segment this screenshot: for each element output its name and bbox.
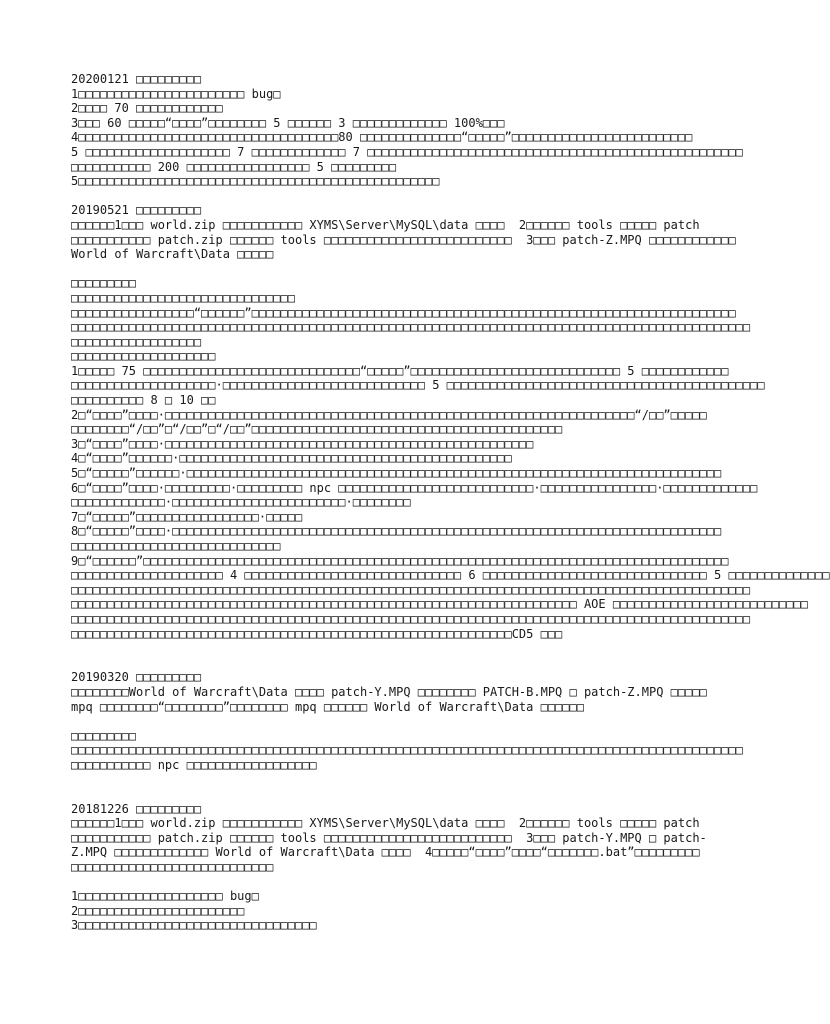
text-line: □□□□□□□□□□□ patch.zip □□□□□□ tools □□□□□□□□□□□□□□□□□□□□□□□□□□ 3□□□ patch-Z.MPQ □□□□□□□□□□□□ <box>71 232 736 247</box>
text-line: □□□□□□□□□□□□□□□□□□□□□□□□□□□□□□□□□□□□□□□□□□□□□□□□□□□□□□□□□□□□□□□□□□□□□□ AOE □□□□□□□□□□□□□□□□□□□□□□□□□□□ <box>71 597 808 612</box>
text-line: □□□□□□□□□□□□□·□□□□□□□□□□□□□□□□□□□□□□□□·□□□□□□□□ <box>71 495 411 510</box>
text-line: □□□□□□□□□□ 8 □ 10 □□ <box>71 393 216 408</box>
text-line: 2□□□□□□□□□□□□□□□□□□□□□□□ <box>71 903 245 918</box>
text-line: □□□□□□1□□□ world.zip □□□□□□□□□□□ XYMS\Server\MySQL\data □□□□ 2□□□□□□ tools □□□□□ patch <box>71 816 700 831</box>
text-line: Z.MPQ □□□□□□□□□□□□□ World of Warcraft\Data □□□□ 4□□□□□“□□□□”□□□□“□□□□□□□.bat”□□□□□□□□□ <box>71 845 700 860</box>
text-line: □□□□□□□□□□□□□□□□□□□□□□□□□□□□□ <box>71 539 281 553</box>
text-line: □□□□□□□□“/□□”□“/□□”□“/□□”□□□□□□□□□□□□□□□□□□□□□□□□□□□□□□□□□□□□□□□□□□□ <box>71 422 563 437</box>
text-line: 2□□□□ 70 □□□□□□□□□□□□ <box>71 101 223 116</box>
text-line: □□□□□□□□□□□□□□□□□□□□□□□□□□□□□□□□□□□□□□□□□□□□□□□□□□□□□□□□□□□□□□□□□□□□□□□□□□□□□□□□□□□□□□□□□□□□□□ <box>71 611 751 626</box>
text-line: □□□□□□□□□□□□□□□□□□□□·□□□□□□□□□□□□□□□□□□□□□□□□□□□□ 5 □□□□□□□□□□□□□□□□□□□□□□□□□□□□□□□□□□□□□□□□□□□□ <box>71 378 765 393</box>
changelog-section <box>71 670 743 772</box>
text-line: □□□□□□□□□□□□□□□□□□□□□□□□□□□□□□□□□□□□□□□□□□□□□□□□□□□□□□□□□□□□□□□□□□□□□□□□□□□□□□□□□□□□□□□□□□□□□□ <box>71 320 751 335</box>
text-line: □□□□□□□□□ <box>71 276 137 291</box>
text-line: □□□□□□□□□□□□□□□□□□□□□□□□□□□□ <box>71 860 274 875</box>
section-date: 20190320 □□□□□□□□□ <box>71 670 202 685</box>
text-line: 8□“□□□□□”□□□□·□□□□□□□□□□□□□□□□□□□□□□□□□□□□□□□□□□□□□□□□□□□□□□□□□□□□□□□□□□□□□□□□□□□□□□□□□□□□ <box>71 524 722 539</box>
section-date: 20190521 □□□□□□□□□ <box>71 203 202 218</box>
text-line: □□□□□□□□□□□□□□□□□□□□□□□□□□□□□□□□□□□□□□□□□□□□□□□□□□□□□□□□□□□□□CD5 □□□ <box>71 626 563 641</box>
text-line: □□□□□□□□□□□□□□□□□□□□□ 4 □□□□□□□□□□□□□□□□□□□□□□□□□□□□□□ 6 □□□□□□□□□□□□□□□□□□□□□□□□□□□□□□□ 5 □□□□□□□□□□□□□□ <box>71 568 830 583</box>
text-line: 3□“□□□□”□□□□·□□□□□□□□□□□□□□□□□□□□□□□□□□□□□□□□□□□□□□□□□□□□□□□□□□□ <box>71 436 534 451</box>
text-line: 1□□□□□□□□□□□□□□□□□□□□□□□ bug□ <box>71 86 281 101</box>
text-line: 6□“□□□□”□□□□·□□□□□□□□□·□□□□□□□□□ npc □□□□□□□□□□□□□□□□□□□□□□□□□□□·□□□□□□□□□□□□□□□□·□□□□□□□□□□□□□ <box>71 480 758 495</box>
text-line: □□□□□□□□□□□□□□□□□□□□□□□□□□□□□□□ <box>71 290 295 305</box>
text-line: World of Warcraft\Data □□□□□ <box>71 247 274 262</box>
document-body <box>71 72 830 933</box>
text-line: 3□□□ 60 □□□□□“□□□□”□□□□□□□□ 5 □□□□□□ 3 □□□□□□□□□□□□□ 100%□□□ <box>71 115 505 130</box>
changelog-section <box>71 801 707 933</box>
text-line: 3□□□□□□□□□□□□□□□□□□□□□□□□□□□□□□□□□ <box>71 918 317 933</box>
text-line: 5□□□□□□□□□□□□□□□□□□□□□□□□□□□□□□□□□□□□□□□□□□□□□□□□□□ <box>71 174 440 189</box>
text-line: 4□□□□□□□□□□□□□□□□□□□□□□□□□□□□□□□□□□□□80 □□□□□□□□□□□□□□“□□□□□”□□□□□□□□□□□□□□□□□□□□□□□□□ <box>71 130 693 145</box>
text-line: □□□□□□□□□□□ patch.zip □□□□□□ tools □□□□□□□□□□□□□□□□□□□□□□□□□□ 3□□□ patch-Y.MPQ □ patch- <box>71 830 707 845</box>
text-line: 5□“□□□□□”□□□□□□·□□□□□□□□□□□□□□□□□□□□□□□□□□□□□□□□□□□□□□□□□□□□□□□□□□□□□□□□□□□□□□□□□□□□□□□□□□ <box>71 466 722 481</box>
text-line: 7□“□□□□□”□□□□□□□□□□□□□□□□□·□□□□□ <box>71 509 303 524</box>
text-line: mpq □□□□□□□□“□□□□□□□□”□□□□□□□□ mpq □□□□□□ World of Warcraft\Data □□□□□□ <box>71 699 584 714</box>
text-line: □□□□□□□□□□□□□□□□□□□□□□□□□□□□□□□□□□□□□□□□□□□□□□□□□□□□□□□□□□□□□□□□□□□□□□□□□□□□□□□□□□□□□□□□□□□□□ <box>71 743 743 758</box>
text-line: 2□“□□□□”□□□□·□□□□□□□□□□□□□□□□□□□□□□□□□□□□□□□□□□□□□□□□□□□□□□□□□□□□□□□□□□□□□□□□□“/□□”□□□□□ <box>71 407 707 422</box>
text-line: □□□□□□□□□□□□□□□□□□ <box>71 334 202 349</box>
text-line: 9□“□□□□□□”□□□□□□□□□□□□□□□□□□□□□□□□□□□□□□□□□□□□□□□□□□□□□□□□□□□□□□□□□□□□□□□□□□□□□□□□□□□□□□□□□ <box>71 553 729 568</box>
changelog-section <box>71 203 830 641</box>
text-line: 5 □□□□□□□□□□□□□□□□□□□□ 7 □□□□□□□□□□□□□ 7 □□□□□□□□□□□□□□□□□□□□□□□□□□□□□□□□□□□□□□□□□□□□□□□□□□□□ <box>71 144 743 159</box>
text-line: 1□□□□□□□□□□□□□□□□□□□□ bug□ <box>71 889 259 904</box>
text-line: □□□□□□□□□□□□□□□□□□□□ <box>71 349 216 364</box>
text-line: □□□□□□□□□ <box>71 728 137 743</box>
section-date: 20200121 □□□□□□□□□ <box>71 72 202 86</box>
text-line: 4□“□□□□”□□□□□□·□□□□□□□□□□□□□□□□□□□□□□□□□□□□□□□□□□□□□□□□□□□□□□ <box>71 451 512 466</box>
changelog-section <box>71 72 743 189</box>
text-line: □□□□□□□□□□□□□□□□□“□□□□□□”□□□□□□□□□□□□□□□□□□□□□□□□□□□□□□□□□□□□□□□□□□□□□□□□□□□□□□□□□□□□□□□□□□□ <box>71 305 736 320</box>
text-line: □□□□□□1□□□ world.zip □□□□□□□□□□□ XYMS\Server\MySQL\data □□□□ 2□□□□□□ tools □□□□□ patch <box>71 217 700 232</box>
text-line: □□□□□□□□□□□□□□□□□□□□□□□□□□□□□□□□□□□□□□□□□□□□□□□□□□□□□□□□□□□□□□□□□□□□□□□□□□□□□□□□□□□□□□□□□□□□□□ <box>71 582 751 597</box>
text-line: □□□□□□□□World of Warcraft\Data □□□□ patch-Y.MPQ □□□□□□□□ PATCH-B.MPQ □ patch-Z.MPQ □□□□□ <box>71 684 707 699</box>
section-date: 20181226 □□□□□□□□□ <box>71 801 202 816</box>
text-line: □□□□□□□□□□□ npc □□□□□□□□□□□□□□□□□□ <box>71 757 317 772</box>
text-line: 1□□□□□ 75 □□□□□□□□□□□□□□□□□□□□□□□□□□□□□□“□□□□□”□□□□□□□□□□□□□□□□□□□□□□□□□□□□□ 5 □□□□□□□□□□□□ <box>71 363 729 378</box>
text-line: □□□□□□□□□□□ 200 □□□□□□□□□□□□□□□□□ 5 □□□□□□□□□ <box>71 159 397 174</box>
